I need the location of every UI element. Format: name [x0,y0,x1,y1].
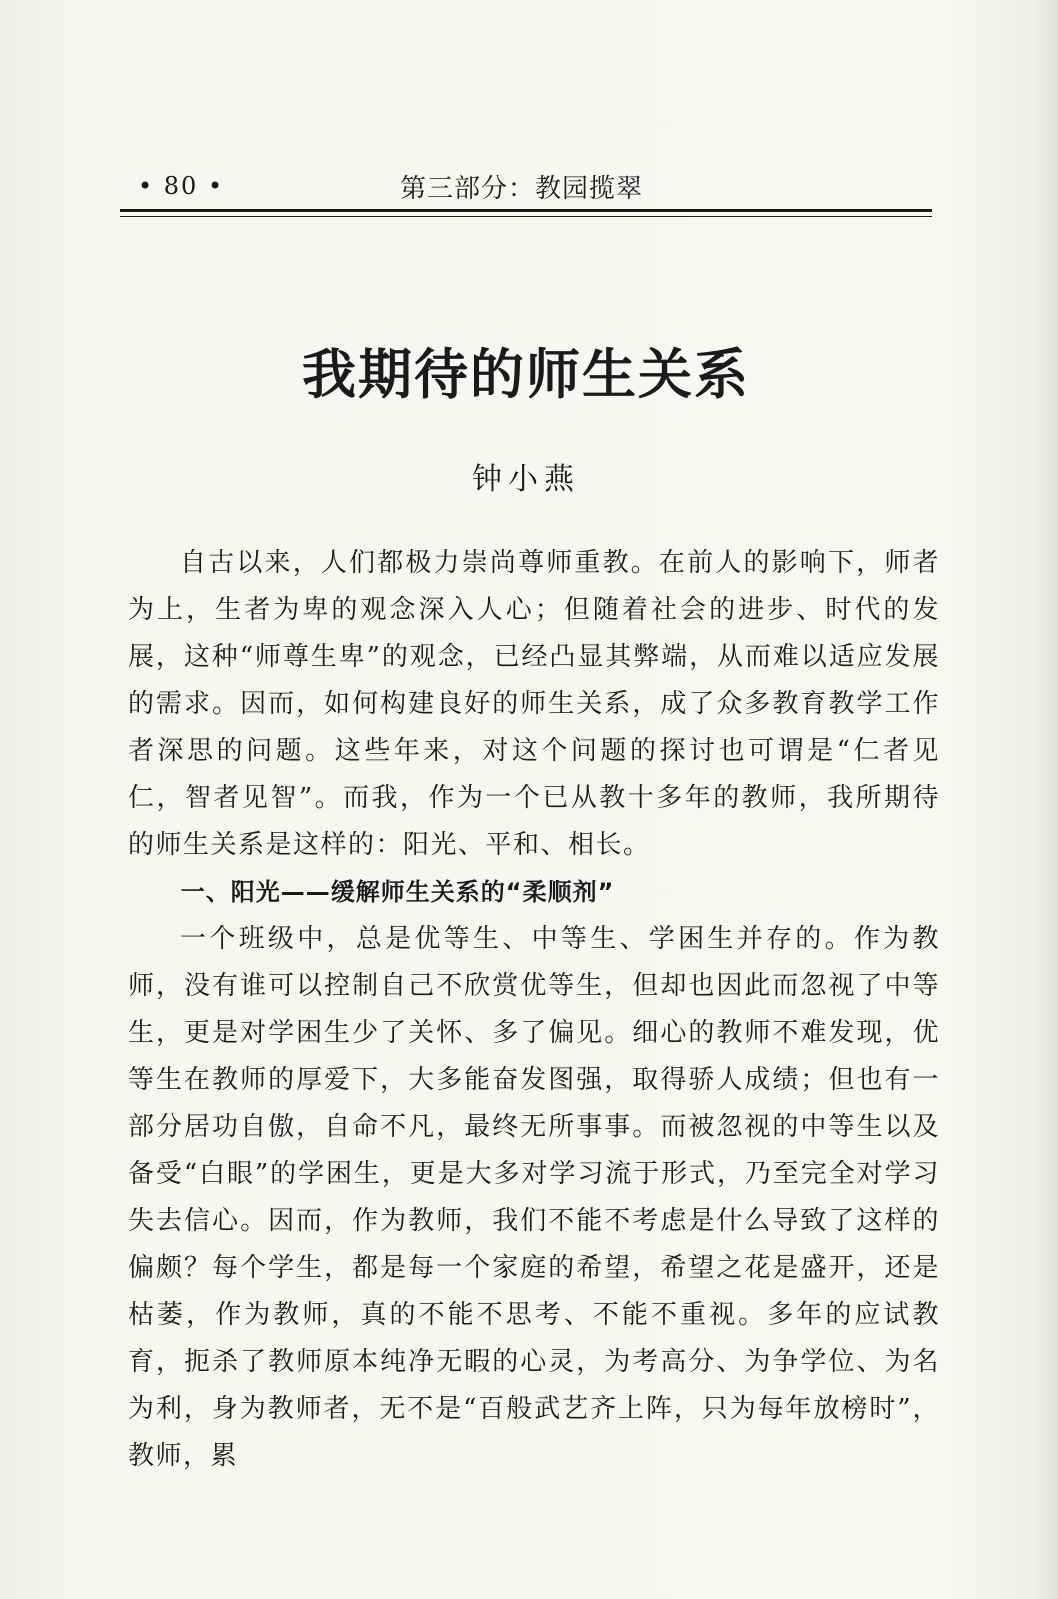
running-header [122,168,932,208]
page-number: • 80 • [138,172,225,200]
header-rule-thin [120,216,932,217]
section-heading: 一、阳光——缓解师生关系的“柔顺剂” [180,878,615,906]
section-paragraph: 一个班级中，总是优等生、中等生、学困生并存的。作为教师，没有谁可以控制自己不欣赏优等生，但却也因此而忽视了中等生，更是对学困生少了关怀、多了偏见。细心的教师不难发现，优等生在教师的厚爱下，大多能奋发图强，取得骄人成绩；但也有一部分居功自傲，自命不凡，最终无所事事。而被忽视的中等生以及备受“白眼”的学困生，更是大多对学习流于形式，乃至完全对学习失去信心。因而，作为教师，我们不能不考虑是什么导致了这样的偏颇？每个学生，都是每一个家庭的希望，希望之花是盛开，还是枯萎，作为教师，真的不能不思考、不能不重视。多年的应试教育，扼杀了教师原本纯净无暇的心灵，为考高分、为争学位、为名为利，身为教师者，无不是“百般武艺齐上阵，只为每年放榜时”，教师，累 [128,924,940,1471]
header-rule-thick [120,209,932,212]
section-title: 第三部分：教园揽翠 [400,174,644,204]
article-body [128,540,940,1480]
intro-paragraph: 自古以来，人们都极力崇尚尊师重教。在前人的影响下，师者为上，生者为卑的观念深入人心；但随着社会的进步、时代的发展，这种“师尊生卑”的观念，已经凸显其弊端，从而难以适应发展的需求。因而，如何构建良好的师生关系，成了众多教育教学工作者深思的问题。这些年来，对这个问题的探讨也可谓是“仁者见仁，智者见智”。而我，作为一个已从教十多年的教师，我所期待的师生关系是这样的：阳光、平和、相长。 [128,548,940,860]
article-title: 我期待的师生关系 [302,342,750,406]
page-edge-shadow [1036,0,1058,1599]
article-author: 钟小燕 [472,462,580,497]
